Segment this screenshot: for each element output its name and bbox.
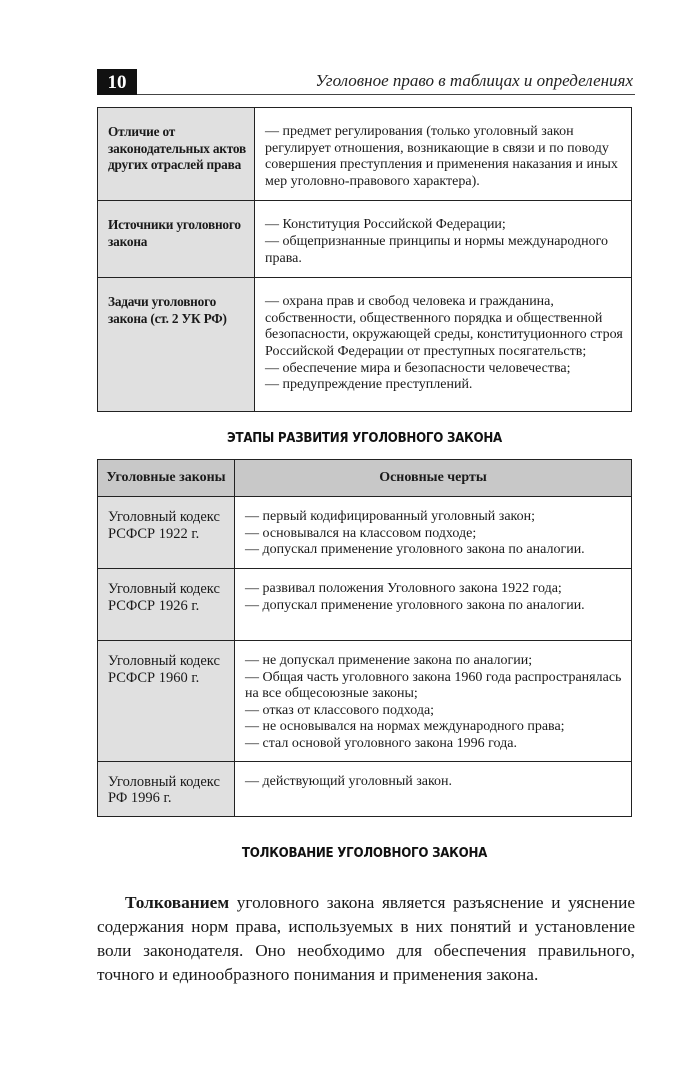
row-value	[255, 278, 632, 412]
list-item: — предупреждение преступлений.	[265, 377, 473, 393]
section-title: ТОЛКОВАНИЕ УГОЛОВНОГО ЗАКОНА	[241, 845, 488, 861]
list-item: — Общая часть уголовного закона 1960 года распространялась на все общесоюзные законы;	[245, 669, 622, 702]
law-history-table	[97, 459, 632, 817]
list-item: — стал основой уголовного закона 1996 года.	[245, 735, 517, 751]
body-paragraph	[97, 891, 635, 987]
law-features	[235, 569, 632, 641]
list-item: — Конституция Российской Федерации;	[265, 217, 506, 233]
page-header	[97, 69, 635, 95]
page-number: 10	[97, 69, 137, 95]
table-row	[98, 201, 632, 278]
table-row	[98, 108, 632, 201]
features-list	[245, 509, 625, 559]
list-item: — допускал применение уголовного закона по аналогии.	[245, 542, 585, 558]
column-header: Основные черты	[235, 460, 632, 497]
list-item: — не допускал применение закона по аналогии;	[245, 653, 533, 668]
table-row	[98, 641, 632, 762]
table-header-row	[98, 460, 632, 497]
row-value	[255, 201, 632, 278]
table-row	[98, 497, 632, 569]
law-name: Уголовный кодекс РФ 1996 г.	[98, 761, 235, 816]
law-features	[235, 761, 632, 816]
paragraph-text: уголовного закона является разъяснение и уяснение содержания норм права, используемых в них понятий и установление воли законодателя. Оно необходимо для обеспечения правильного, точного и единообразного понимания и применения закона.	[97, 893, 635, 985]
row-label: Источники уголовного закона	[98, 201, 255, 278]
defined-term: Толкованием	[125, 893, 230, 913]
list-item: — обеспечение мира и безопасности человечества;	[265, 360, 571, 376]
law-name: Уголовный кодекс РСФСР 1960 г.	[98, 641, 235, 762]
list-item: — не основывался на нормах международного права;	[245, 719, 565, 735]
row-value: — предмет регулирования (только уголовный закон регулирует отношения, возникающие в связи и по поводу совершения преступления и применения наказания и иных мер уголовно-правового характера).	[255, 108, 632, 201]
list-item: — отказ от классового подхода;	[245, 702, 435, 718]
table-row	[98, 569, 632, 641]
column-header: Уголовные законы	[98, 460, 235, 497]
list-item: — развивал положения Уголовного закона 1922 года;	[245, 581, 562, 596]
tasks-list	[265, 294, 623, 394]
law-features	[235, 641, 632, 762]
list-item: — допускал применение уголовного закона по аналогии.	[245, 597, 585, 613]
table-row	[98, 761, 632, 816]
law-features	[235, 497, 632, 569]
law-name: Уголовный кодекс РСФСР 1922 г.	[98, 497, 235, 569]
running-title: Уголовное право в таблицах и определениях	[315, 71, 633, 90]
table-row	[98, 278, 632, 412]
list-item: — первый кодифицированный уголовный закон;	[245, 509, 536, 524]
row-label: Задачи уголовного закона (ст. 2 УК РФ)	[98, 278, 255, 412]
law-characteristics-table	[97, 107, 632, 412]
features-list	[245, 653, 625, 753]
list-item: — охрана прав и свобод человека и гражданина, собственности, общественного порядка и общественной безопасности, окружающей среды, конституционного строя Российской Федерации от преступных посягательств;	[265, 294, 623, 359]
list-item: — основывался на классовом подходе;	[245, 525, 477, 541]
section-title: ЭТАПЫ РАЗВИТИЯ УГОЛОВНОГО ЗАКОНА	[227, 430, 502, 446]
header-rule	[137, 94, 635, 95]
list-item: — действующий уголовный закон.	[245, 773, 453, 789]
row-label: Отличие от законодательных актов других отраслей права	[98, 108, 255, 201]
features-list	[245, 581, 625, 614]
sources-list	[265, 217, 623, 267]
list-item: — общепризнанные принципы и нормы международного права.	[265, 233, 609, 266]
features-list	[245, 774, 625, 791]
law-name: Уголовный кодекс РСФСР 1926 г.	[98, 569, 235, 641]
